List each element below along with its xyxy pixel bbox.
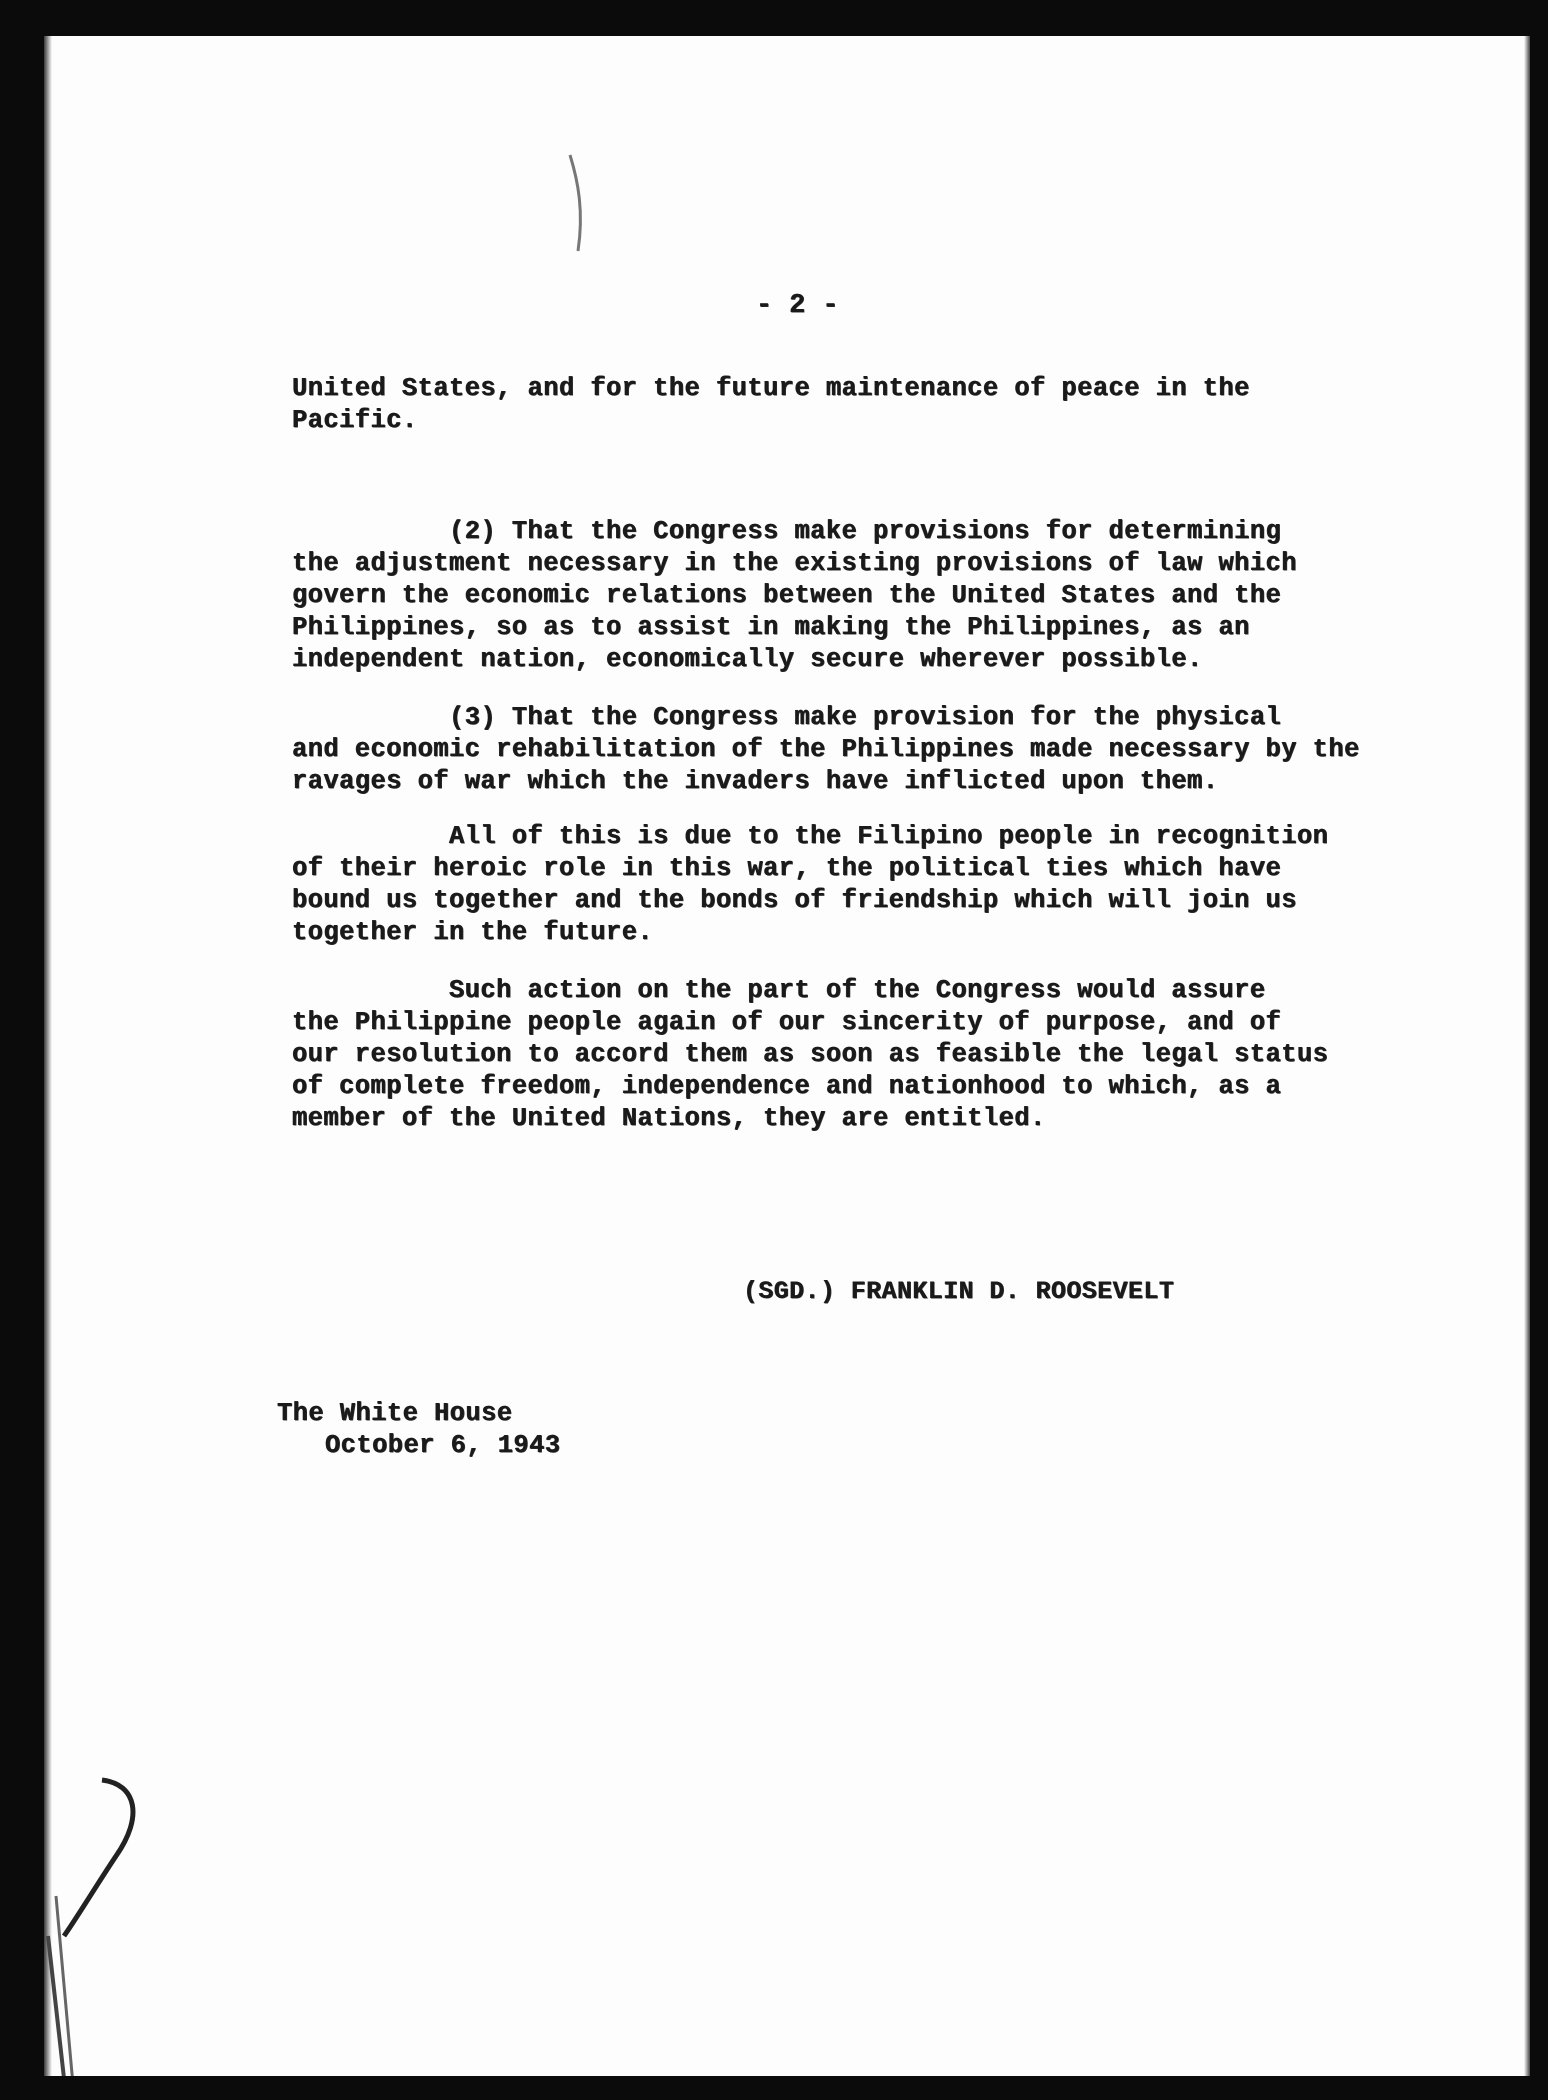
scan-artifact-top-mark (564, 151, 594, 261)
paragraph-line: our resolution to accord them as soon as feasible the legal status (292, 1040, 1329, 1069)
closing-date: October 6, 1943 (325, 1431, 561, 1460)
paragraph-line: govern the economic relations between the United States and the (292, 581, 1282, 610)
page-edge-shadow-right (1524, 36, 1530, 2076)
paragraph-line: Philippines, so as to assist in making the Philippines, as an (292, 613, 1250, 642)
page-edge-shadow-left (44, 36, 52, 2076)
paragraph-2 (292, 516, 1472, 676)
paragraph-line: ravages of war which the invaders have inflicted upon them. (292, 767, 1219, 796)
paragraph-4 (292, 821, 1472, 949)
document-page (44, 36, 1530, 2076)
closing-place: The White House (277, 1399, 513, 1428)
paragraph-line: the adjustment necessary in the existing provisions of law which (292, 549, 1297, 578)
paragraph-line: together in the future. (292, 918, 654, 947)
paragraph-line: (3) That the Congress make provision for the physical (292, 703, 1282, 732)
scan-artifact-bottom-left-mark (44, 1776, 164, 2076)
closing-block (277, 1398, 561, 1462)
paragraph-3 (292, 702, 1472, 798)
paragraph-line: of complete freedom, independence and nationhood to which, as a (292, 1072, 1282, 1101)
signature-line: (SGD.) FRANKLIN D. ROOSEVELT (743, 1277, 1175, 1306)
paragraph-line: and economic rehabilitation of the Philippines made necessary by the (292, 735, 1360, 764)
paragraph-line: Such action on the part of the Congress would assure (292, 976, 1266, 1005)
paragraph-line: member of the United Nations, they are entitled. (292, 1104, 1046, 1133)
paragraph-line: United States, and for the future maintenance of peace in the (292, 374, 1250, 403)
paragraph-1 (292, 373, 1472, 437)
paragraph-line: All of this is due to the Filipino people in recognition (292, 822, 1329, 851)
paragraph-line: of their heroic role in this war, the political ties which have (292, 854, 1282, 883)
paragraph-line: (2) That the Congress make provisions for determining (292, 517, 1282, 546)
paragraph-line: Pacific. (292, 406, 418, 435)
paragraph-line: bound us together and the bonds of friendship which will join us (292, 886, 1297, 915)
paragraph-line: the Philippine people again of our sincerity of purpose, and of (292, 1008, 1282, 1037)
page-number: - 2 - (756, 291, 840, 321)
paragraph-5 (292, 975, 1472, 1135)
paragraph-line: independent nation, economically secure wherever possible. (292, 645, 1203, 674)
